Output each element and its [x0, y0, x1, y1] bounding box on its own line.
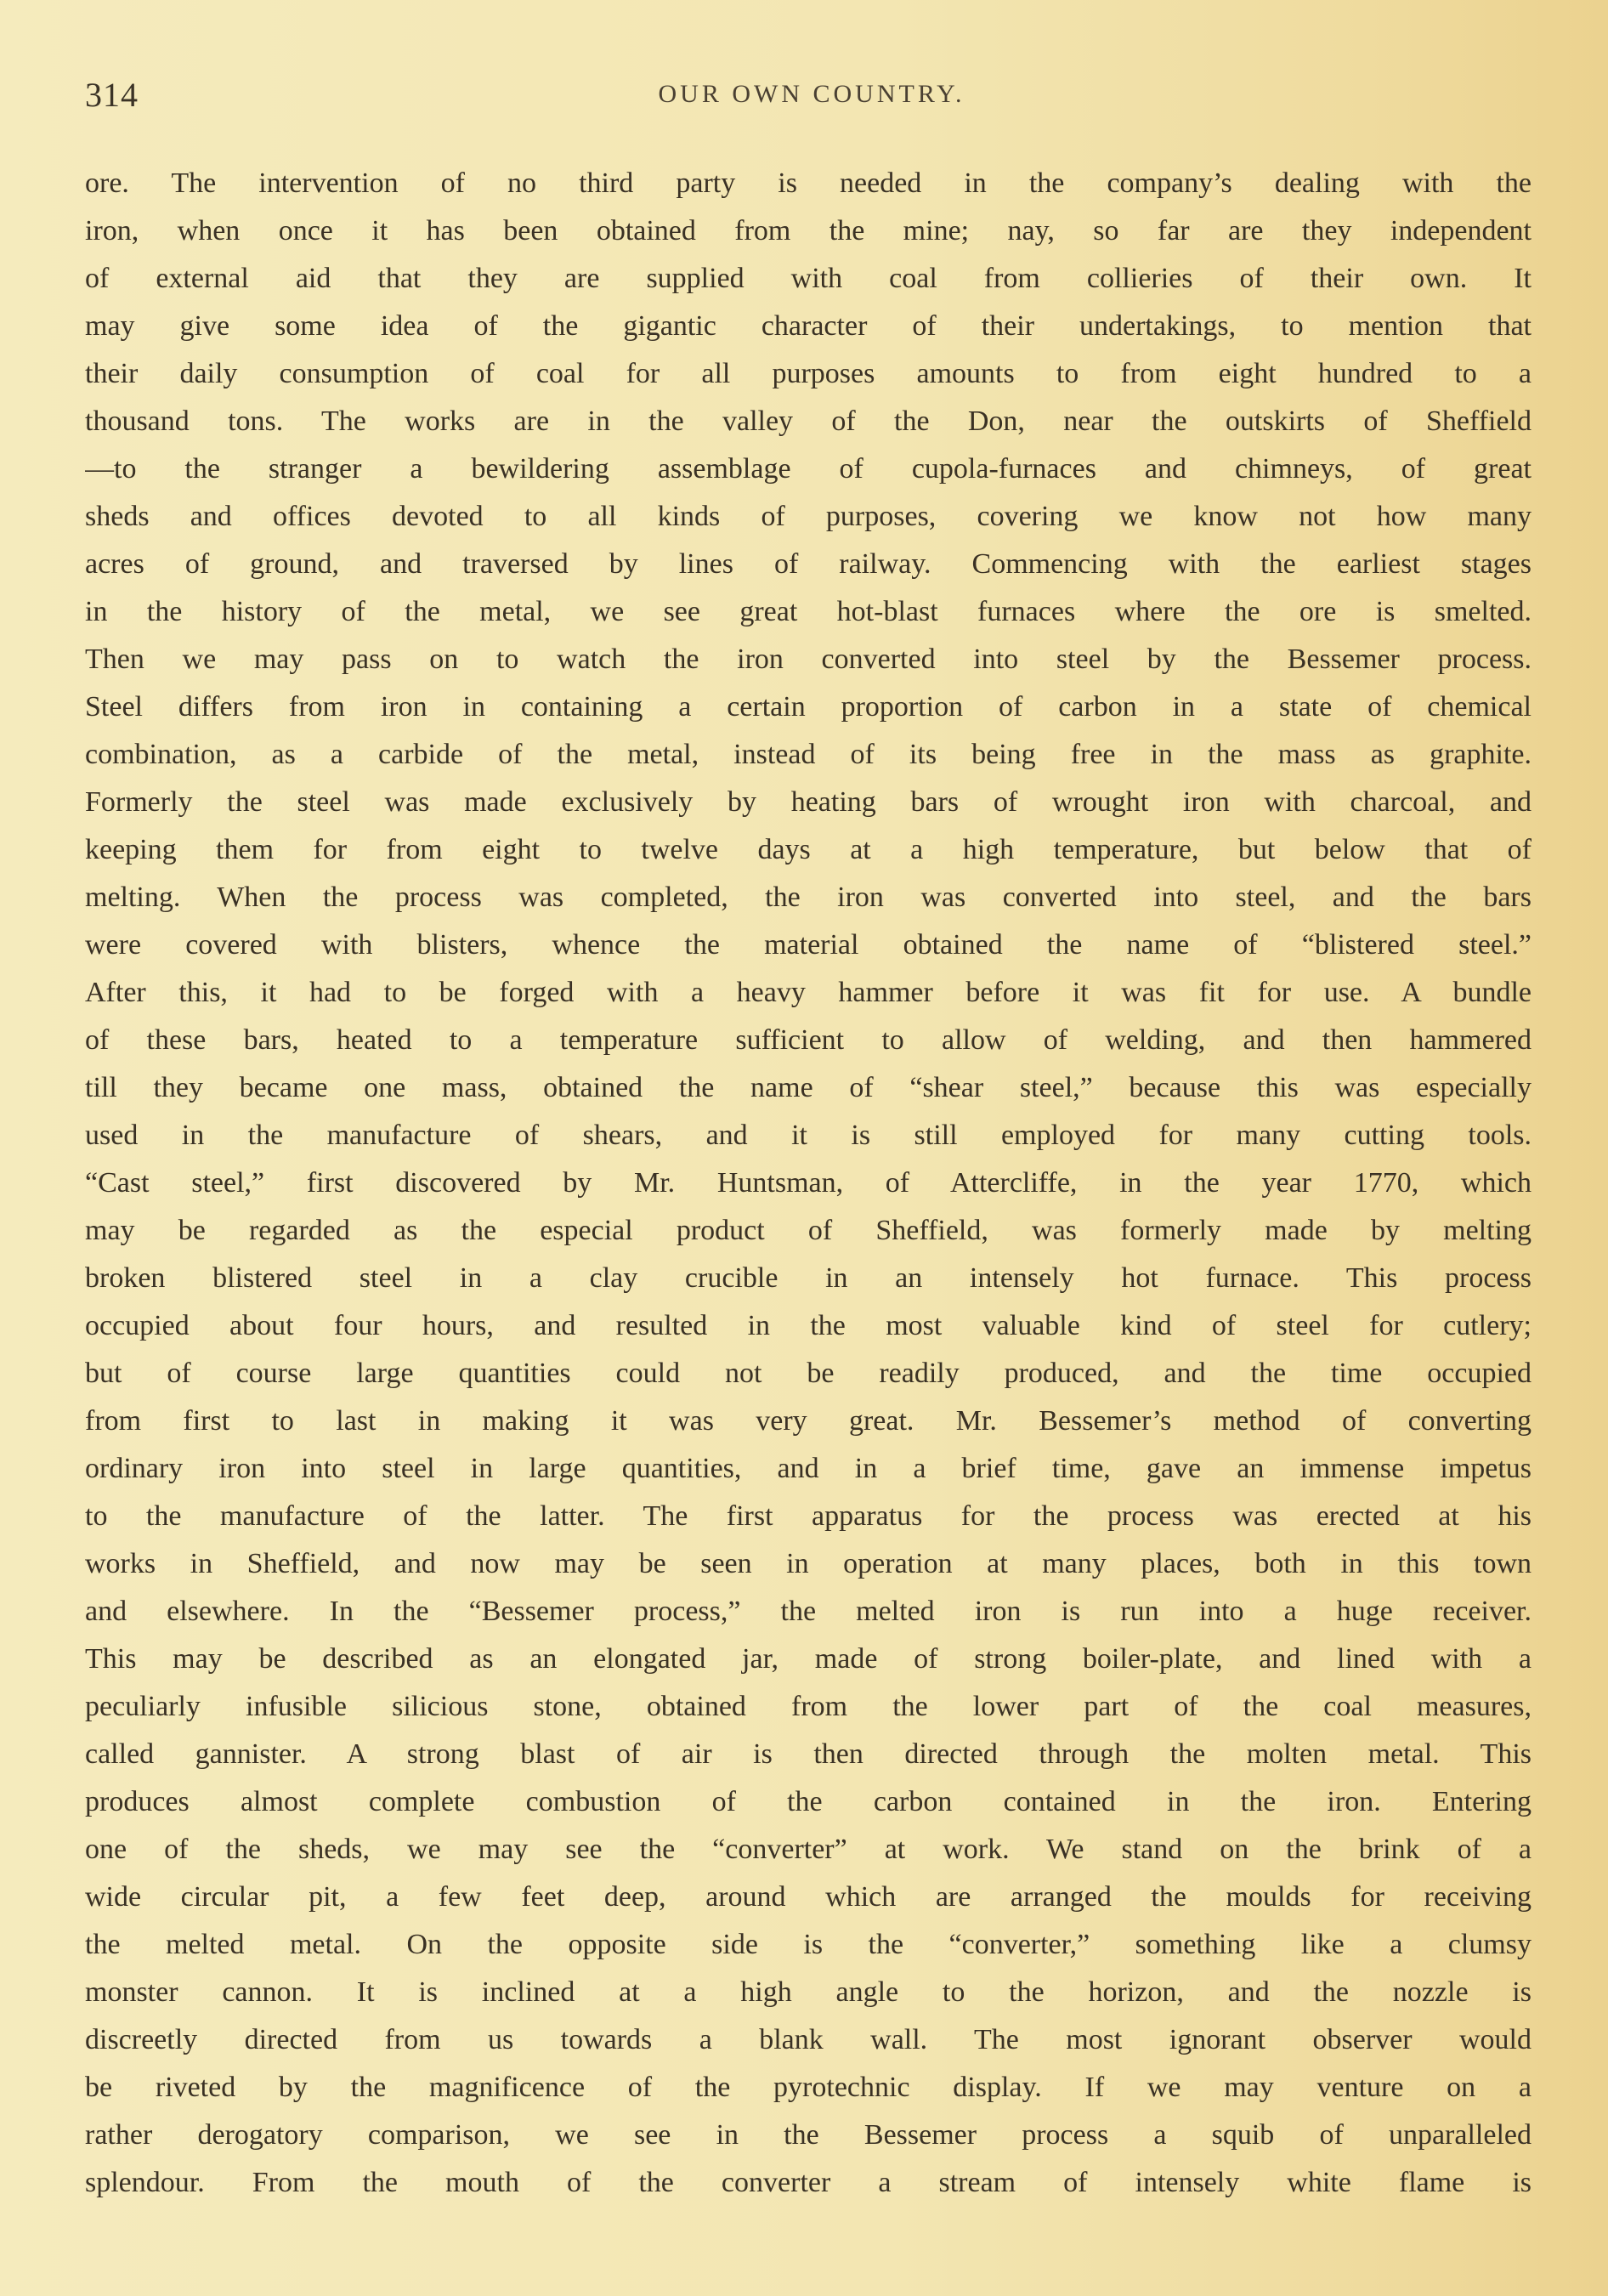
- text-line: of these bars, heated to a temperature sufficient to allow of welding, and then hammered: [85, 1024, 1532, 1056]
- text-line: monster cannon. It is inclined at a high angle to the horizon, and the nozzle is: [85, 1976, 1532, 2008]
- page-number: 314: [85, 76, 139, 114]
- text-line: till they became one mass, obtained the name of “shear steel,” because this was especially: [85, 1072, 1532, 1103]
- text-line: ore. The intervention of no third party is needed in the company’s dealing with the: [85, 167, 1532, 199]
- text-line: sheds and offices devoted to all kinds of purposes, covering we know not how many: [85, 501, 1532, 532]
- running-title: OUR OWN COUNTRY.: [658, 80, 965, 108]
- running-head: [85, 75, 1538, 117]
- text-line: “Cast steel,” first discovered by Mr. Huntsman, of Attercliffe, in the year 1770, which: [85, 1167, 1532, 1199]
- text-line: were covered with blisters, whence the material obtained the name of “blistered steel.”: [85, 929, 1532, 961]
- text-line: called gannister. A strong blast of air is then directed through the molten metal. This: [85, 1738, 1532, 1770]
- text-line: rather derogatory comparison, we see in the Bessemer process a squib of unparalleled: [85, 2119, 1532, 2151]
- text-line: This may be described as an elongated jar, made of strong boiler-plate, and lined with a: [85, 1643, 1532, 1675]
- text-line: Then we may pass on to watch the iron converted into steel by the Bessemer process.: [85, 643, 1532, 675]
- text-line: and elsewhere. In the “Bessemer process,” the melted iron is run into a huge receiver.: [85, 1596, 1532, 1627]
- text-line: peculiarly infusible silicious stone, obtained from the lower part of the coal measures,: [85, 1691, 1532, 1722]
- text-line: combination, as a carbide of the metal, instead of its being free in the mass as graphite.: [85, 739, 1532, 770]
- text-line: —to the stranger a bewildering assemblage of cupola-furnaces and chimneys, of great: [85, 453, 1532, 485]
- text-line: from first to last in making it was very great. Mr. Bessemer’s method of converting: [85, 1405, 1532, 1437]
- text-line: but of course large quantities could not be readily produced, and the time occupied: [85, 1358, 1532, 1389]
- text-line: Steel differs from iron in containing a certain proportion of carbon in a state of chemical: [85, 691, 1532, 723]
- text-line: to the manufacture of the latter. The first apparatus for the process was erected at his: [85, 1500, 1532, 1532]
- text-line: thousand tons. The works are in the valley of the Don, near the outskirts of Sheffield: [85, 405, 1532, 437]
- text-line: be riveted by the magnificence of the pyrotechnic display. If we may venture on a: [85, 2072, 1532, 2103]
- text-line: in the history of the metal, we see great hot-blast furnaces where the ore is smelted.: [85, 596, 1532, 627]
- text-line: may be regarded as the especial product of Sheffield, was formerly made by melting: [85, 1215, 1532, 1246]
- text-line: Formerly the steel was made exclusively by heating bars of wrought iron with charcoal, and: [85, 786, 1532, 818]
- text-line: ordinary iron into steel in large quantities, and in a brief time, gave an immense impetus: [85, 1453, 1532, 1484]
- text-line: acres of ground, and traversed by lines of railway. Commencing with the earliest stages: [85, 548, 1532, 580]
- text-line: of external aid that they are supplied with coal from collieries of their own. It: [85, 263, 1532, 294]
- text-line: the melted metal. On the opposite side is the “converter,” something like a clumsy: [85, 1929, 1532, 1960]
- text-line: melting. When the process was completed, the iron was converted into steel, and the bars: [85, 882, 1532, 913]
- text-line: one of the sheds, we may see the “converter” at work. We stand on the brink of a: [85, 1834, 1532, 1865]
- text-line: discreetly directed from us towards a blank wall. The most ignorant observer would: [85, 2024, 1532, 2055]
- text-line: keeping them for from eight to twelve days at a high temperature, but below that of: [85, 834, 1532, 865]
- text-line: splendour. From the mouth of the converter a stream of intensely white flame is: [85, 2167, 1532, 2198]
- text-line: broken blistered steel in a clay crucible in an intensely hot furnace. This process: [85, 1262, 1532, 1294]
- text-line: occupied about four hours, and resulted in the most valuable kind of steel for cutlery;: [85, 1310, 1532, 1341]
- text-line: works in Sheffield, and now may be seen in operation at many places, both in this town: [85, 1548, 1532, 1579]
- text-line: may give some idea of the gigantic character of their undertakings, to mention that: [85, 310, 1532, 342]
- text-line: wide circular pit, a few feet deep, around which are arranged the moulds for receiving: [85, 1881, 1532, 1913]
- text-line: used in the manufacture of shears, and it is still employed for many cutting tools.: [85, 1120, 1532, 1151]
- text-line: produces almost complete combustion of the carbon contained in the iron. Entering: [85, 1786, 1532, 1817]
- body-text: [85, 160, 1532, 2207]
- text-line: their daily consumption of coal for all purposes amounts to from eight hundred to a: [85, 358, 1532, 389]
- text-line: After this, it had to be forged with a heavy hammer before it was fit for use. A bundle: [85, 977, 1532, 1008]
- text-line: iron, when once it has been obtained from the mine; nay, so far are they independent: [85, 215, 1532, 247]
